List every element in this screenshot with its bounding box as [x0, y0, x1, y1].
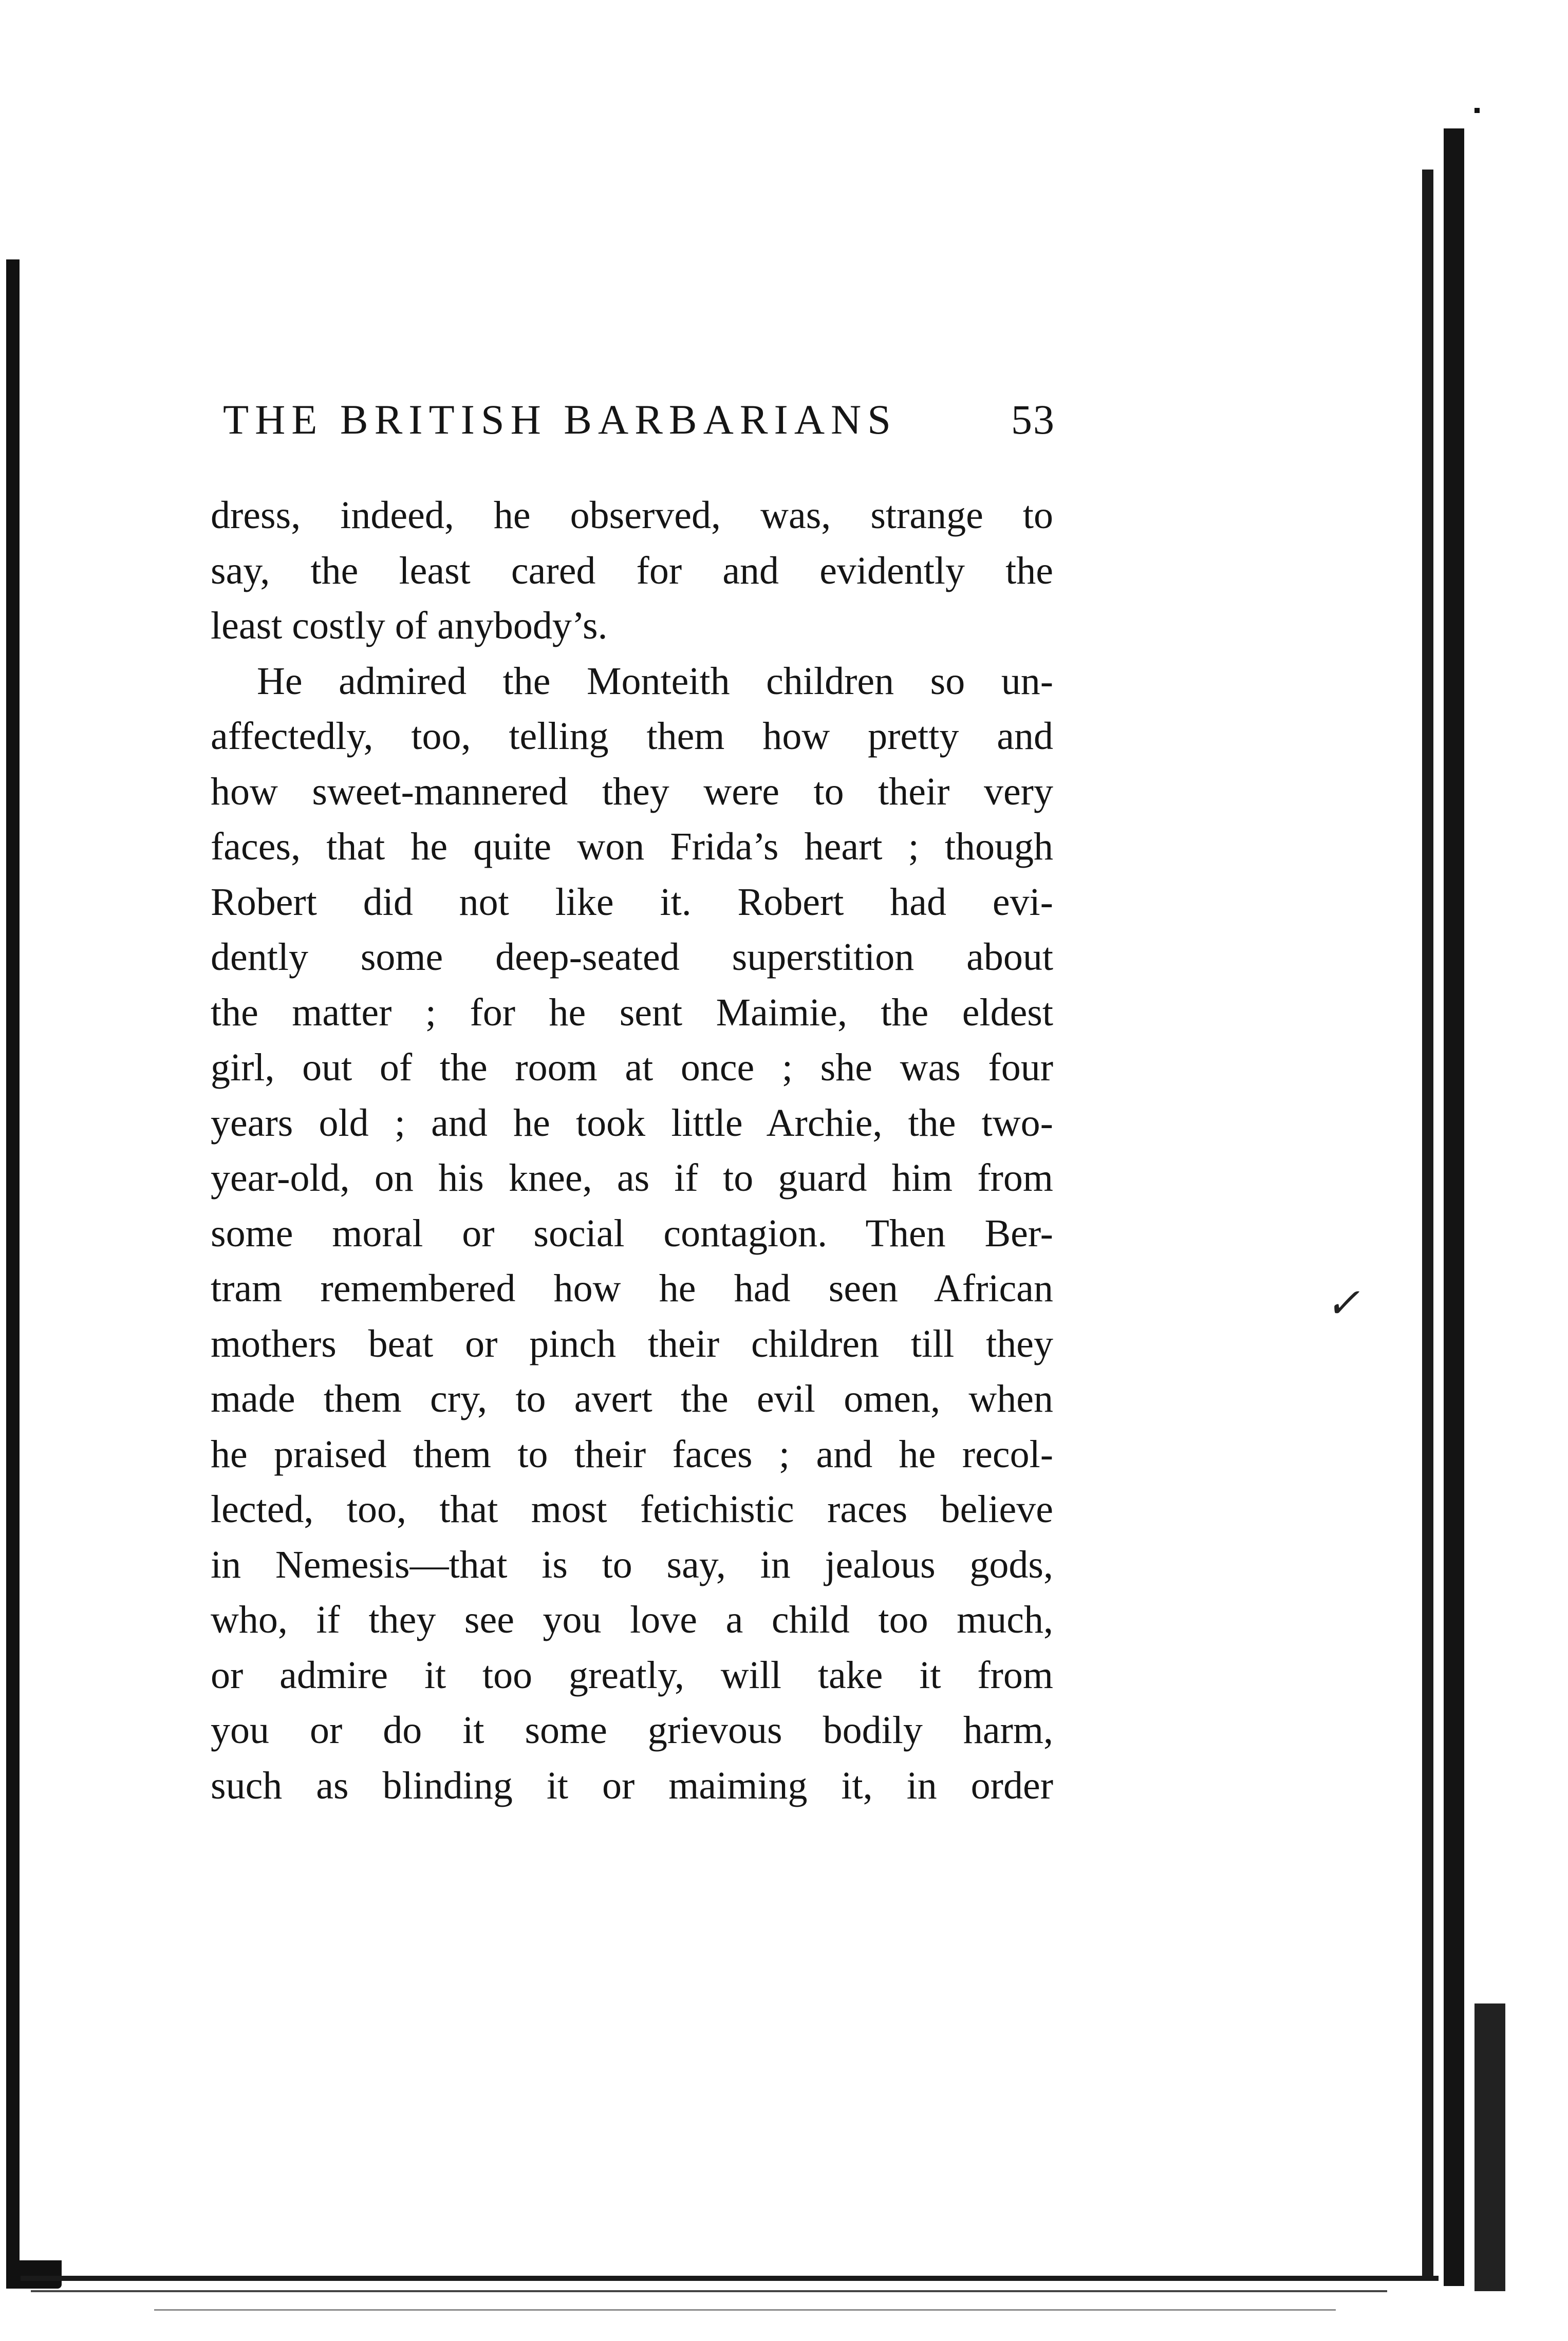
- scan-left-edge: [6, 259, 20, 2289]
- running-title: THE BRITISH BARBARIANS: [223, 396, 897, 443]
- text-line: dress, indeed, he observed, was, strange to: [211, 494, 1053, 537]
- text-line: affectedly, too, telling them how pretty and: [211, 715, 1053, 758]
- scan-bottom-rule-faint: [154, 2309, 1336, 2311]
- scan-left-edge-foot: [15, 2260, 62, 2289]
- text-line: least costly of anybody’s.: [211, 604, 608, 647]
- text-line: dently some deep-seated superstition about: [211, 935, 1053, 979]
- running-header: [223, 396, 1055, 444]
- text-line: Robert did not like it. Robert had evi-: [211, 880, 1053, 924]
- scan-right-edge-outer: [1444, 128, 1464, 2286]
- scan-bottom-rule: [21, 2276, 1439, 2281]
- text-line: who, if they see you love a child too much,: [211, 1598, 1053, 1641]
- body-text: [211, 488, 1053, 1813]
- scan-right-edge-inner: [1422, 170, 1433, 2276]
- text-line: how sweet-mannered they were to their very: [211, 770, 1053, 813]
- text-line: year-old, on his knee, as if to guard him from: [211, 1156, 1053, 1200]
- text-line: mothers beat or pinch their children till they: [211, 1322, 1053, 1365]
- text-line: girl, out of the room at once ; she was four: [211, 1046, 1053, 1089]
- text-line: years old ; and he took little Archie, the two-: [211, 1101, 1053, 1145]
- text-line: some moral or social contagion. Then Ber-: [211, 1211, 1053, 1255]
- text-line: lected, too, that most fetichistic races believe: [211, 1488, 1053, 1531]
- scan-bottom-rule-secondary: [31, 2290, 1387, 2292]
- handwritten-check-mark: ✓: [1326, 1279, 1360, 1327]
- text-line: say, the least cared for and evidently the: [211, 549, 1053, 592]
- text-line: you or do it some grievous bodily harm,: [211, 1709, 1053, 1752]
- text-line: or admire it too greatly, will take it from: [211, 1653, 1053, 1697]
- text-line: he praised them to their faces ; and he recol-: [211, 1432, 1053, 1476]
- scan-right-edge-foot: [1474, 2003, 1505, 2291]
- scan-speck: [1474, 108, 1480, 113]
- text-line: tram remembered how he had seen African: [211, 1267, 1053, 1310]
- text-line: made them cry, to avert the evil omen, when: [211, 1377, 1053, 1420]
- page-number: 53: [1011, 396, 1055, 443]
- text-line: in Nemesis—that is to say, in jealous gods,: [211, 1543, 1053, 1586]
- text-line: such as blinding it or maiming it, in order: [211, 1764, 1053, 1807]
- text-line: He admired the Monteith children so un-: [257, 659, 1053, 703]
- text-line: faces, that he quite won Frida’s heart ; though: [211, 825, 1053, 868]
- text-line: the matter ; for he sent Maimie, the eldest: [211, 990, 1053, 1034]
